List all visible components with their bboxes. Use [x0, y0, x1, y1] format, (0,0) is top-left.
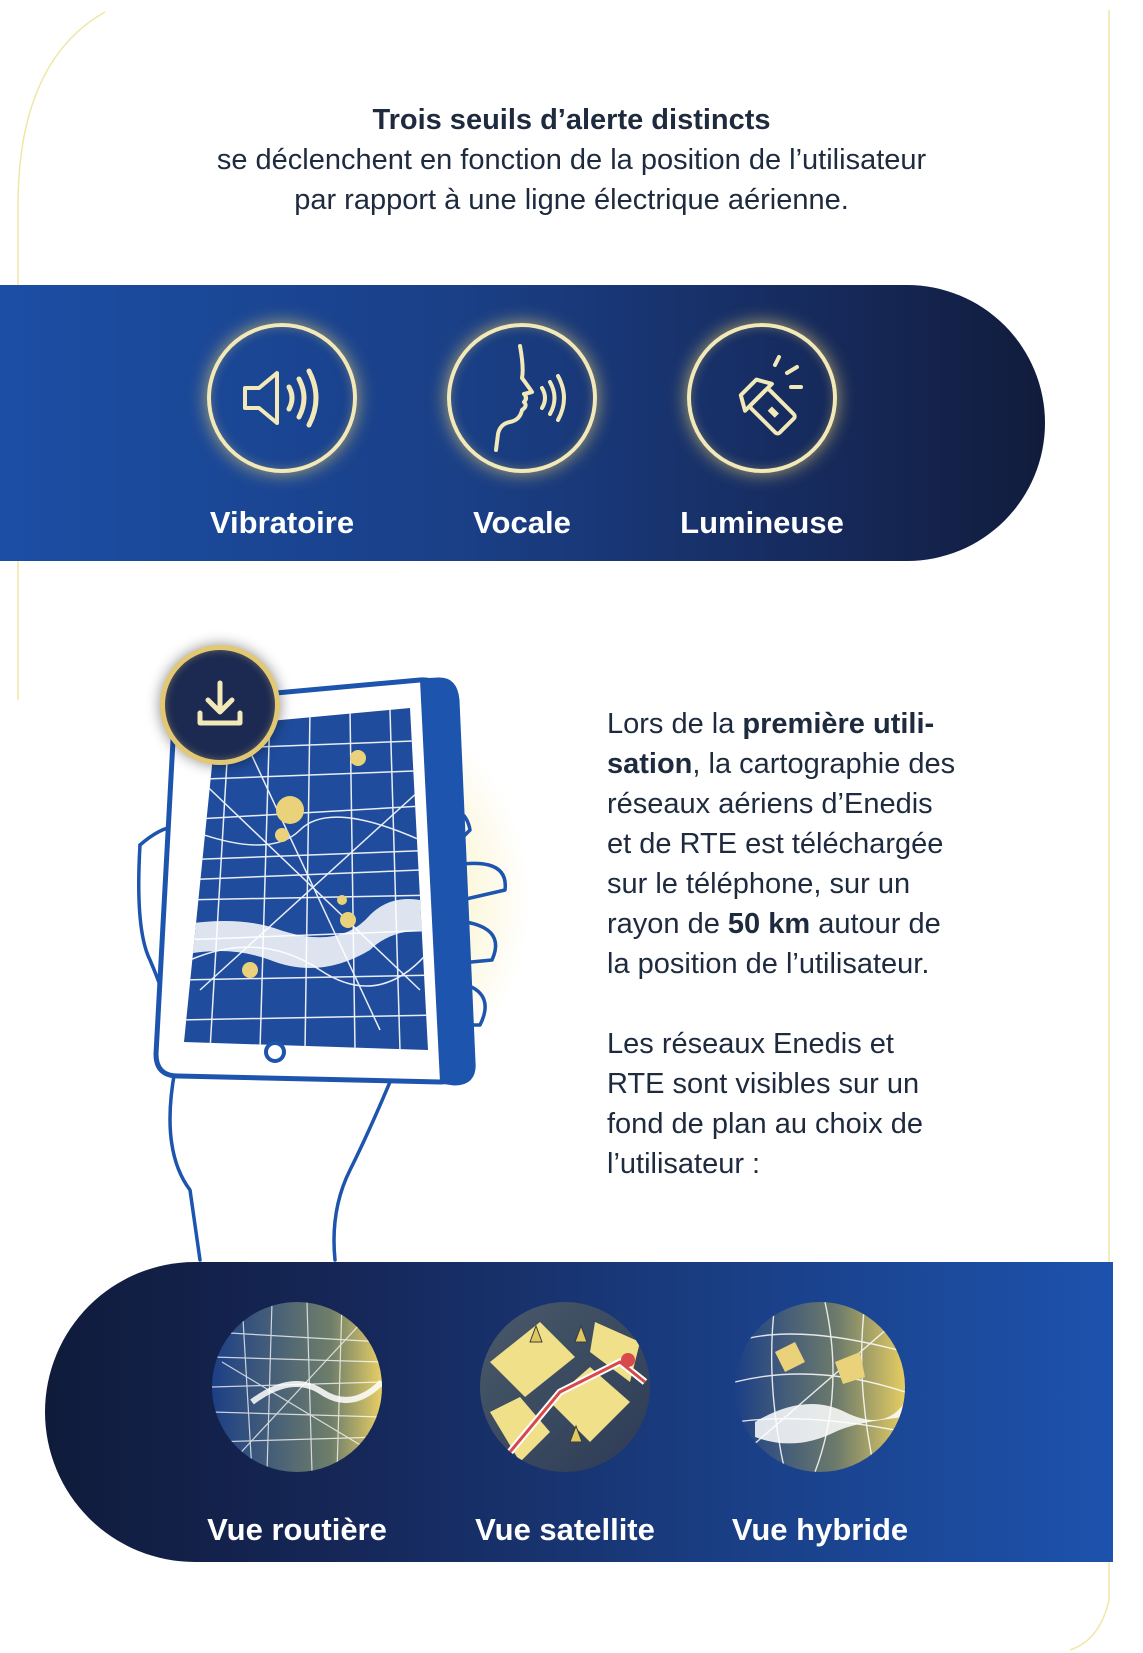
alert-label: Lumineuse [680, 505, 844, 540]
desc-line: la position de l’utilisateur. [607, 948, 930, 980]
road-map-icon [212, 1302, 382, 1472]
intro-line-2: se déclenchent en fonction de la position de l’utilisateur [216, 144, 927, 176]
alert-lumineuse [652, 323, 872, 541]
alert-circle [687, 323, 837, 473]
alert-circle [207, 323, 357, 473]
desc-line: sur le téléphone, sur un [607, 868, 911, 900]
view-satellite [445, 1302, 685, 1548]
desc-line: réseaux aériens d’Enedis [607, 788, 933, 820]
intro-text [0, 100, 1143, 220]
view-label: Vue satellite [475, 1512, 655, 1547]
intro-title: Trois seuils d’alerte distincts [372, 104, 771, 136]
alert-vocale [412, 323, 632, 541]
desc-line: Lors de la première utili- [607, 708, 935, 740]
alert-label: Vibratoire [209, 505, 355, 540]
description-text [607, 704, 1027, 1184]
desc-line: et de RTE est téléchargée [607, 828, 944, 860]
desc-line: l’utilisateur : [607, 1148, 761, 1180]
alert-circle [447, 323, 597, 473]
view-circle [212, 1302, 382, 1472]
view-label: Vue hybride [731, 1512, 909, 1547]
alert-vibratoire [172, 323, 392, 541]
download-icon [192, 677, 248, 733]
view-circle [735, 1302, 905, 1472]
view-routiere [177, 1302, 417, 1548]
view-label: Vue routière [207, 1512, 387, 1547]
voice-profile-icon [462, 338, 582, 458]
hybrid-map-icon [735, 1302, 905, 1472]
speaker-vibration-icon [237, 363, 327, 433]
desc-line: sation, la cartographie des [607, 748, 956, 780]
desc-line: Les réseaux Enedis et [607, 1028, 894, 1060]
flashlight-icon [717, 353, 807, 443]
alert-label: Vocale [473, 505, 571, 540]
desc-line: rayon de 50 km autour de [607, 908, 941, 940]
intro-line-3: par rapport à une ligne électrique aérienne. [294, 184, 849, 216]
satellite-map-icon [480, 1302, 650, 1472]
view-circle [480, 1302, 650, 1472]
view-hybride [700, 1302, 940, 1548]
paragraph-gap [607, 984, 1027, 1024]
download-badge [160, 645, 280, 765]
desc-line: RTE sont visibles sur un [607, 1068, 920, 1100]
desc-line: fond de plan au choix de [607, 1108, 924, 1140]
